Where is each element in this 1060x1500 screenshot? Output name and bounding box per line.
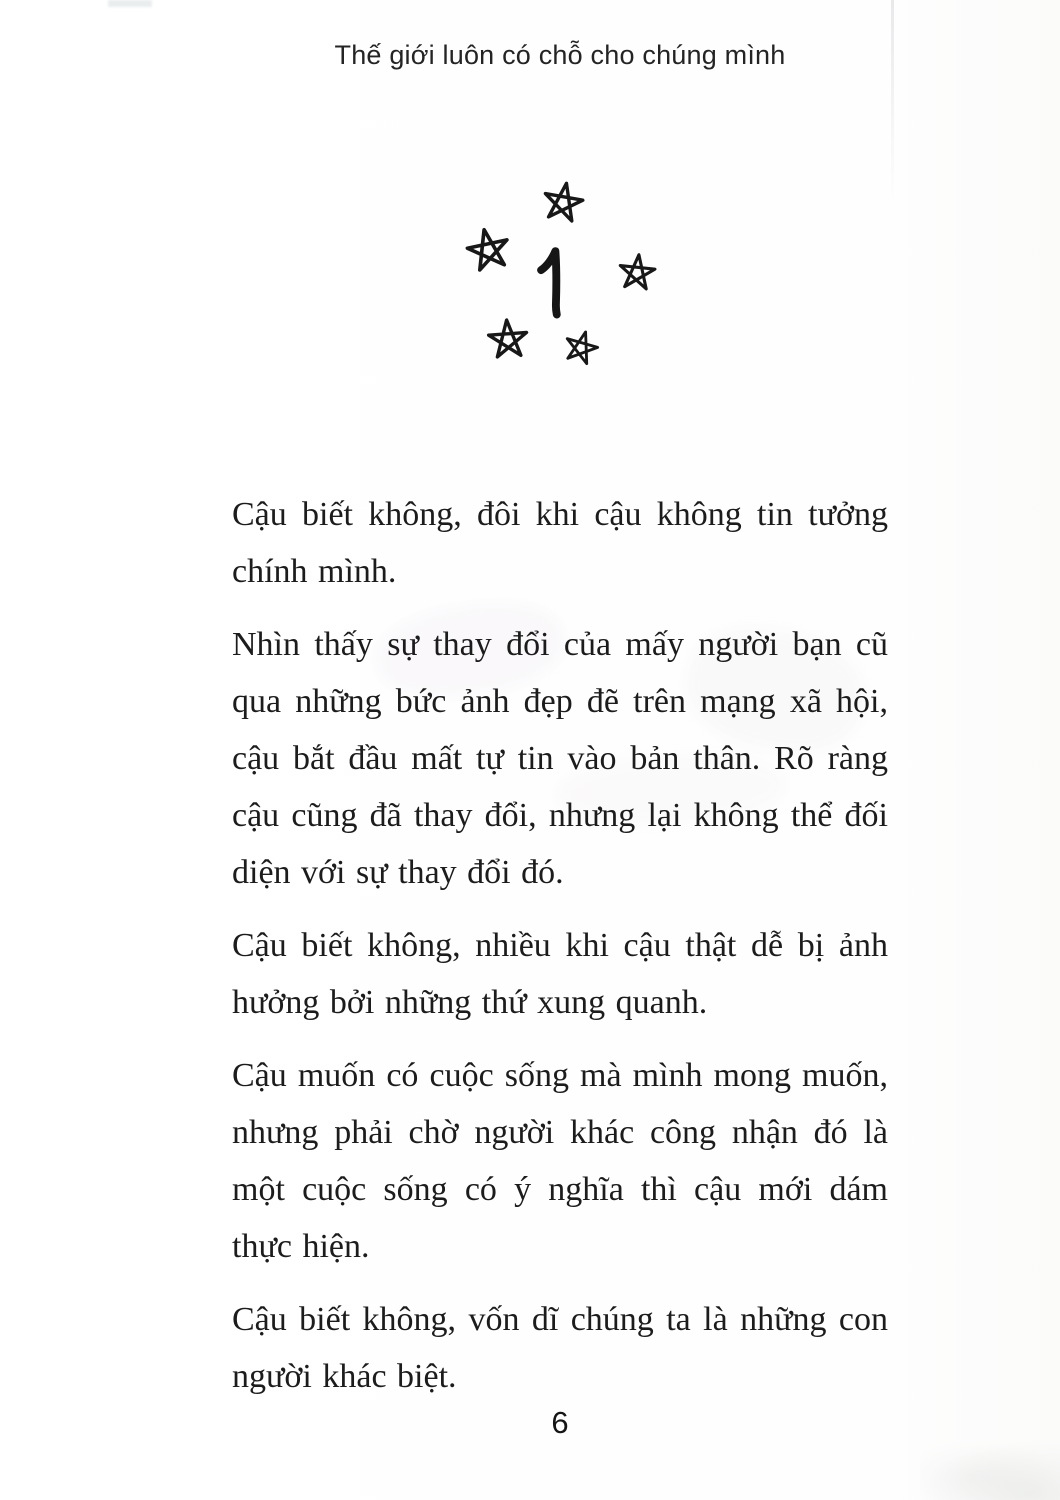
scan-crease-artifact [891, 0, 894, 200]
scan-texture-artifact [920, 1440, 1060, 1500]
page-number: 6 [551, 1405, 569, 1440]
running-header [232, 40, 888, 71]
star-icon [535, 175, 591, 231]
paragraph-1: Cậu biết không, đôi khi cậu không tin tưởng chính mình. [232, 496, 888, 590]
star-icon [556, 323, 605, 372]
scan-smudge-artifact [108, 0, 152, 7]
star-icon [458, 220, 518, 280]
page-footer [232, 1405, 888, 1441]
paragraph-3: Cậu biết không, nhiều khi cậu thật dễ bị ảnh hưởng bởi những thứ xung quanh. [232, 927, 888, 1021]
star-icon [613, 249, 661, 297]
star-icon [482, 314, 533, 365]
running-header-text: Thế giới luôn có chỗ cho chúng mình [334, 40, 786, 70]
body-text [232, 486, 888, 1421]
paragraph-2: Nhìn thấy sự thay đổi của mấy người bạn cũ qua những bức ảnh đẹp đẽ trên mạng xã hội, cậu bắt đầu mất tự tin vào bản thân. Rõ ràng cậu cũng đã thay đổi, nhưng lại không thể đối diện với sự thay đổi đó. [232, 626, 888, 891]
paragraph-4: Cậu muốn có cuộc sống mà mình mong muốn, nhưng phải chờ người khác công nhận đó là một cuộc sống có ý nghĩa thì cậu mới dám thực hiện. [232, 1057, 888, 1265]
paragraph-5: Cậu biết không, vốn dĩ chúng ta là những con người khác biệt. [232, 1301, 888, 1395]
chapter-number-numeral [535, 247, 573, 321]
chapter-ornament [455, 175, 670, 380]
